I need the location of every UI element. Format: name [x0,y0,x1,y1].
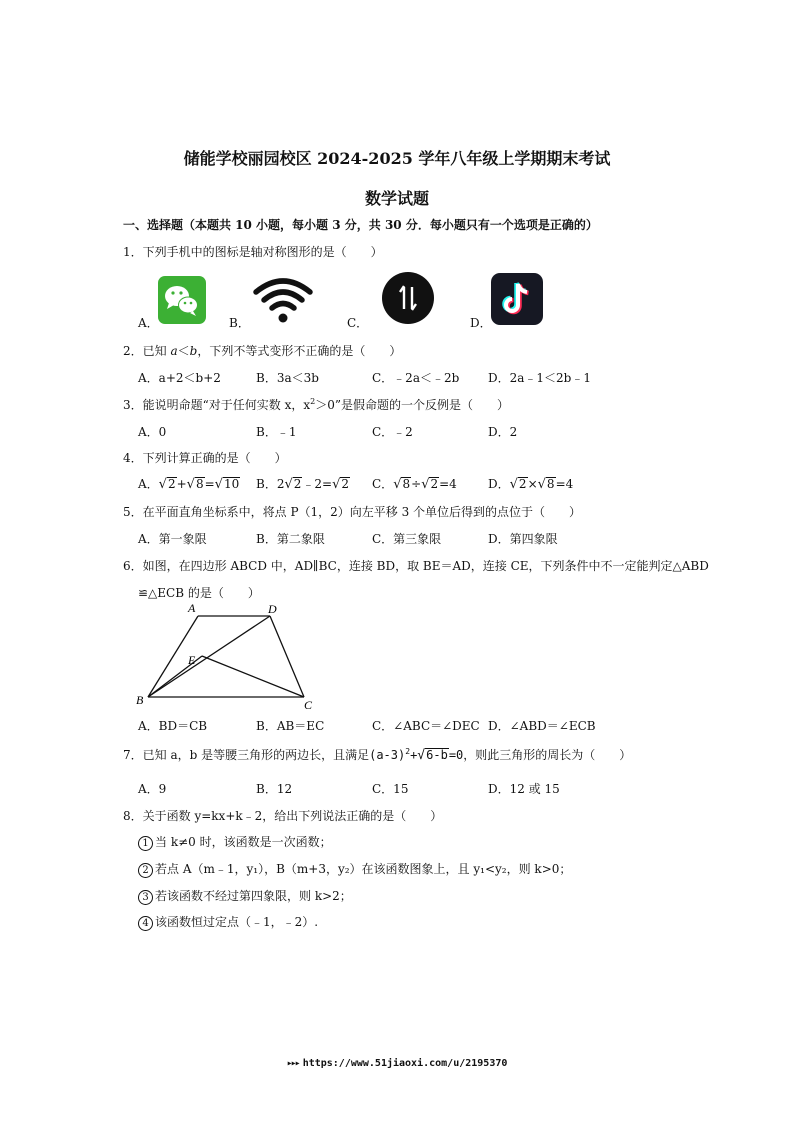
q7-option-b: B．12 [256,782,293,796]
q1-option-d-label: D． [470,316,492,330]
q5-option-c: C．第三象限 [372,532,442,546]
q3-option-b: B．﹣1 [256,425,297,439]
question-6-stem-line-1: 6．如图，在四边形 ABCD 中，AD∥BC，连接 BD，取 BE＝AD，连接 CE，下列条件中不一定能判定△ABD [123,559,709,573]
question-4-stem: 4．下列计算正确的是（ ） [123,451,287,465]
q6-option-d: D．∠ABD＝∠ECB [488,719,596,733]
link-icon: ▸▸▸ [286,1058,303,1069]
vertex-label-e: E [188,653,196,667]
q8-statement-4: 4 该函数恒过定点（﹣1，﹣2）. [138,913,318,931]
q8-statement-3: 3 若该函数不经过第四象限，则 k>2； [138,887,352,905]
q8-statement-1: 1 当 k≠0 时，该函数是一次函数； [138,833,332,851]
wechat-icon [158,276,206,324]
swap-arrows-icon [381,271,435,325]
q6-option-b: B．AB＝EC [256,719,325,733]
q3-option-c: C．﹣2 [372,425,413,439]
question-7-stem: 7．已知 a，b 是等腰三角形的两边长，且满足$(a-3)^2+√6-b=0$，则此三角形的周长为（ ） [123,747,632,763]
q4-option-c: C．√8÷√2=4 [372,477,457,492]
q8-statement-2: 2 若点 A（m﹣1，y₁），B（m+3，y₂）在该函数图象上，且 y₁<y₂，则 k>0； [138,860,571,878]
q5-option-a: A．第一象限 [138,532,207,546]
question-5-stem: 5．在平面直角坐标系中，将点 P（1，2）向左平移 3 个单位后得到的点位于（ ） [123,505,582,519]
page-title: 储能学校丽园校区 2024-2025 学年八年级上学期期末考试 [183,149,611,168]
q1-option-c-label: C． [347,316,369,330]
vertex-label-b: B [136,693,144,707]
q4-option-a: A．√2+√8=√10 [138,477,240,492]
q2-option-a: A．a+2＜b+2 [138,371,221,385]
q4-option-d: D．√2×√8=4 [488,477,574,492]
q7-option-d: D．12 或 15 [488,782,560,796]
q6-option-a: A．BD＝CB [138,719,208,733]
question-8-stem: 8．关于函数 y=kx+k﹣2，给出下列说法正确的是（ ） [123,809,443,823]
q4-option-b: B．2√2﹣2=√2 [256,477,350,492]
q2-option-c: C．﹣2a＜﹣2b [372,371,460,385]
q5-option-b: B．第二象限 [256,532,325,546]
question-6-stem-line-2: ≌△ECB 的是（ ） [138,586,260,600]
tiktok-icon [491,273,543,325]
q2-option-d: D．2a﹣1＜2b﹣1 [488,371,591,385]
quadrilateral-figure [134,600,324,714]
question-1-stem: 1．下列手机中的图标是轴对称图形的是（ ） [123,245,383,259]
vertex-label-d: D [268,602,277,616]
question-3-stem: 3．能说明命题“对于任何实数 x，$x^2>0$”是假命题的一个反例是（ ） [123,397,509,412]
q2-option-b: B．3a＜3b [256,371,319,385]
q7-option-a: A．9 [138,782,167,796]
page-subtitle: 数学试题 [364,189,429,208]
wifi-icon [253,278,313,324]
footer-url[interactable]: ▸▸▸ https://www.51jiaoxi.com/u/2195370 [286,1058,508,1069]
q1-option-a-label: A． [138,316,159,330]
q7-option-c: C．15 [372,782,409,796]
q6-option-c: C．∠ABC＝∠DEC [372,719,480,733]
q3-option-d: D．2 [488,425,518,439]
q7-equation: $(a-3)^2+√6-b=0$ [369,747,464,763]
question-2-stem: 2．已知 a＜b，下列不等式变形不正确的是（ ） [123,344,402,358]
q3-option-a: A．0 [138,425,167,439]
vertex-label-a: A [188,601,196,615]
vertex-label-c: C [304,698,313,712]
q1-option-b-label: B． [229,316,250,330]
section-heading: 一、选择题（本题共 10 小题，每小题 3 分，共 30 分．每小题只有一个选项是正确的） [123,218,598,232]
q5-option-d: D．第四象限 [488,532,558,546]
